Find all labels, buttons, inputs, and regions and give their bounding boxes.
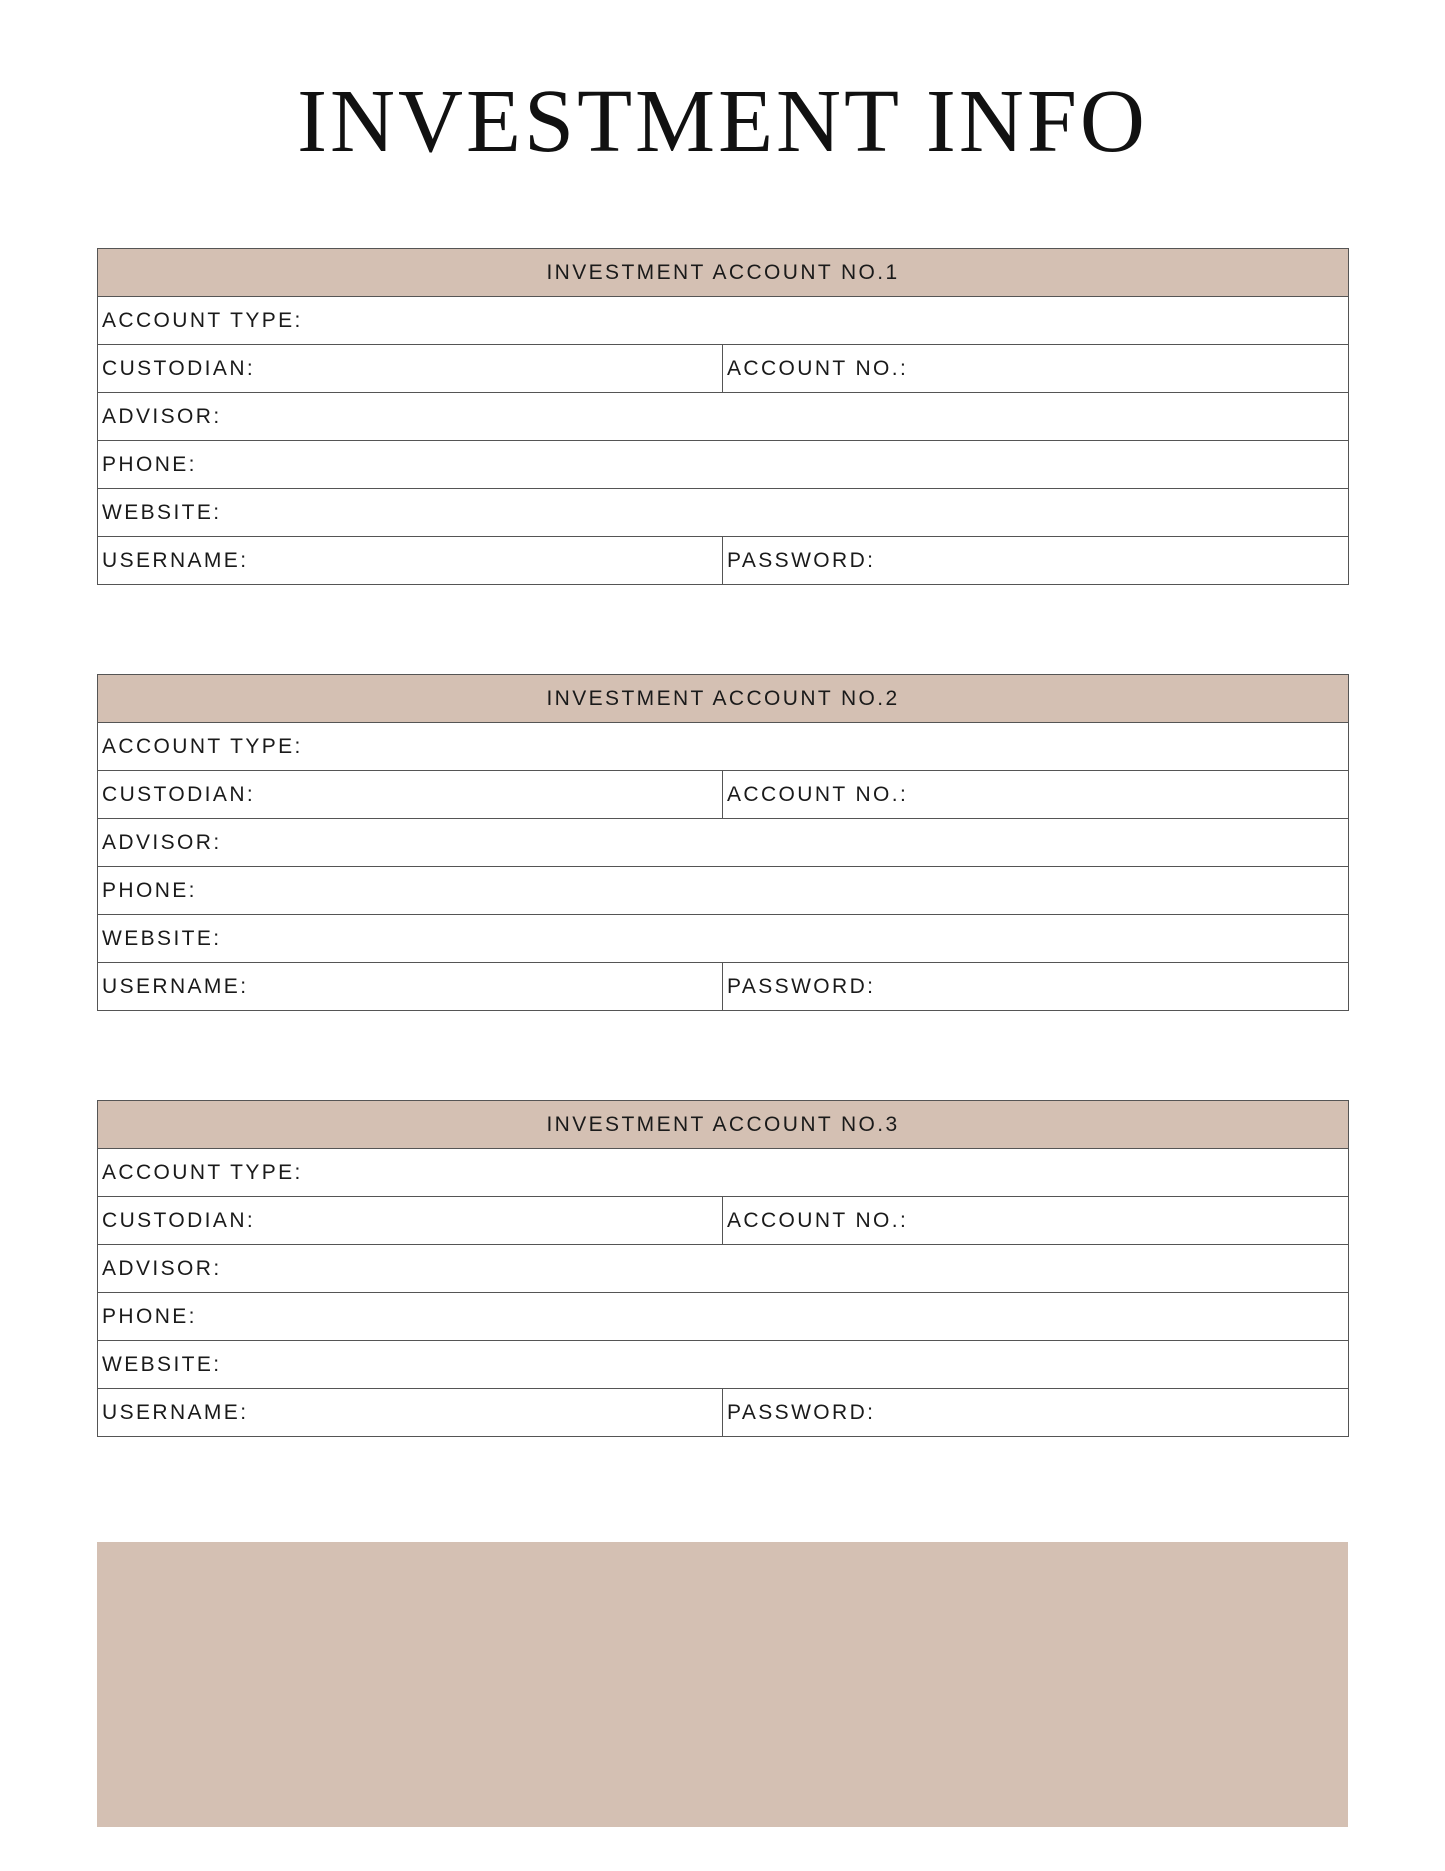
- table-row: [98, 1245, 1349, 1293]
- advisor-field[interactable]: ADVISOR:: [98, 393, 1349, 441]
- account-header: INVESTMENT ACCOUNT NO.3: [98, 1101, 1349, 1149]
- table-row: [98, 771, 1349, 819]
- investment-account-table-2: [97, 674, 1349, 1011]
- table-row: [98, 963, 1349, 1011]
- notes-box[interactable]: [97, 1542, 1348, 1827]
- account-type-field[interactable]: ACCOUNT TYPE:: [98, 297, 1349, 345]
- advisor-field[interactable]: ADVISOR:: [98, 819, 1349, 867]
- table-row: [98, 345, 1349, 393]
- table-row: [98, 1149, 1349, 1197]
- website-field[interactable]: WEBSITE:: [98, 1341, 1349, 1389]
- custodian-field[interactable]: CUSTODIAN:: [98, 771, 723, 819]
- table-row: [98, 441, 1349, 489]
- table-row: [98, 297, 1349, 345]
- website-field[interactable]: WEBSITE:: [98, 915, 1349, 963]
- table-row: [98, 1389, 1349, 1437]
- custodian-field[interactable]: CUSTODIAN:: [98, 345, 723, 393]
- table-row: [98, 915, 1349, 963]
- account-number-field[interactable]: ACCOUNT NO.:: [723, 345, 1349, 393]
- table-row: [98, 1293, 1349, 1341]
- table-row: [98, 819, 1349, 867]
- account-type-field[interactable]: ACCOUNT TYPE:: [98, 1149, 1349, 1197]
- investment-account-table-3: [97, 1100, 1349, 1437]
- phone-field[interactable]: PHONE:: [98, 1293, 1349, 1341]
- table-row: [98, 537, 1349, 585]
- table-row: [98, 1341, 1349, 1389]
- advisor-field[interactable]: ADVISOR:: [98, 1245, 1349, 1293]
- username-field[interactable]: USERNAME:: [98, 963, 723, 1011]
- investment-account-table-1: [97, 248, 1349, 585]
- username-field[interactable]: USERNAME:: [98, 1389, 723, 1437]
- phone-field[interactable]: PHONE:: [98, 867, 1349, 915]
- password-field[interactable]: PASSWORD:: [723, 963, 1349, 1011]
- table-row: [98, 723, 1349, 771]
- phone-field[interactable]: PHONE:: [98, 441, 1349, 489]
- website-field[interactable]: WEBSITE:: [98, 489, 1349, 537]
- page-title: INVESTMENT INFO: [297, 72, 1148, 171]
- table-row: [98, 489, 1349, 537]
- password-field[interactable]: PASSWORD:: [723, 1389, 1349, 1437]
- table-header-row: [98, 1101, 1349, 1149]
- account-number-field[interactable]: ACCOUNT NO.:: [723, 771, 1349, 819]
- account-header: INVESTMENT ACCOUNT NO.2: [98, 675, 1349, 723]
- custodian-field[interactable]: CUSTODIAN:: [98, 1197, 723, 1245]
- account-type-field[interactable]: ACCOUNT TYPE:: [98, 723, 1349, 771]
- account-number-field[interactable]: ACCOUNT NO.:: [723, 1197, 1349, 1245]
- table-header-row: [98, 249, 1349, 297]
- table-header-row: [98, 675, 1349, 723]
- table-row: [98, 393, 1349, 441]
- account-header: INVESTMENT ACCOUNT NO.1: [98, 249, 1349, 297]
- table-row: [98, 1197, 1349, 1245]
- password-field[interactable]: PASSWORD:: [723, 537, 1349, 585]
- table-row: [98, 867, 1349, 915]
- username-field[interactable]: USERNAME:: [98, 537, 723, 585]
